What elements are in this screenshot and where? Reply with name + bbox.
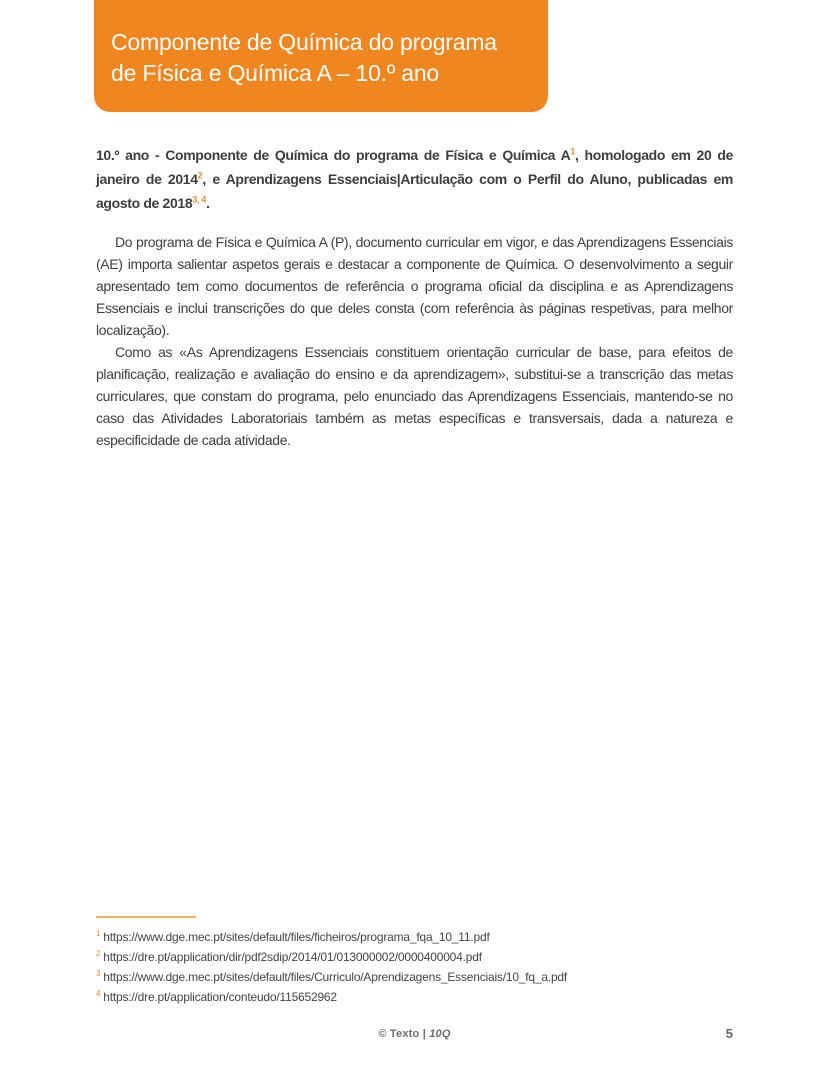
footnotes-section [96,916,733,1007]
footnote-link-2[interactable]: https://dre.pt/application/dir/pdf2sdip/2014/01/013000002/0000400004.pdf [103,950,482,964]
title-banner [94,0,548,112]
footnote-2 [96,947,733,967]
imprint [96,1024,733,1044]
footnote-1 [96,927,733,947]
body-content [96,143,733,451]
footnote-separator [96,916,196,918]
footnote-ref-3-4: 3, 4 [192,194,207,205]
footnote-marker-4: 4 [96,989,101,998]
footnote-4 [96,987,733,1007]
footnote-link-3[interactable]: https://www.dge.mec.pt/sites/default/files/Curriculo/Aprendizagens_Essenciais/10_fq_a.pdf [103,970,568,984]
page-title-line1: Componente de Química do programa [111,29,497,55]
imprint-copyright: © Texto | [378,1028,430,1040]
page-number: 5 [725,1026,733,1041]
imprint-book-code: 10Q [429,1028,451,1040]
intro-paragraph [96,143,733,215]
footnote-marker-2: 2 [96,949,101,958]
intro-text-2: , homologado em 20 de janeiro de 2014 [96,147,733,187]
footnote-link-4[interactable]: https://dre.pt/application/conteudo/115652962 [103,990,337,1004]
page-title-line2: de Física e Química A – 10.º ano [111,60,440,86]
footnote-ref-1: 1 [570,146,576,157]
intro-text-1: 10.º ano - Componente de Química do programa de Física e Química A [96,147,571,163]
footnote-marker-3: 3 [96,969,101,978]
page-footer [96,1024,733,1044]
body-paragraph-1: Do programa de Física e Química A (P), documento curricular em vigor, e das Aprendizagens Essenciais (AE) importa salientar aspetos gerais e destacar a componente de Química. O desenvolvimento a seguir apresentado tem como documentos de referência o programa oficial da disciplina e as Aprendizagens Essenciais e inclui transcrições do que deles consta (com referência às páginas respetivas, para melhor localização). [96,234,733,338]
intro-text-3: , e Aprendizagens Essenciais|Articulação com o Perfil do Aluno, publicadas em agosto de 2018 [96,171,733,211]
intro-text-4: . [206,195,210,211]
footnote-marker-1: 1 [96,929,101,938]
body-paragraph-2: Como as «As Aprendizagens Essenciais constituem orientação curricular de base, para efeitos de planificação, realização e avaliação do ensino e da aprendizagem», substitui-se a transcrição das metas curriculares, que constam do programa, pelo enunciado das Aprendizagens Essenciais, mantendo-se no caso das Atividades Laboratoriais também as metas específicas e transversais, dada a natureza e especificidade de cada atividade. [96,344,733,448]
footnote-link-1[interactable]: https://www.dge.mec.pt/sites/default/files/ficheiros/programa_fqa_10_11.pdf [103,930,490,944]
footnote-3 [96,967,733,987]
footnote-ref-2: 2 [197,170,203,181]
